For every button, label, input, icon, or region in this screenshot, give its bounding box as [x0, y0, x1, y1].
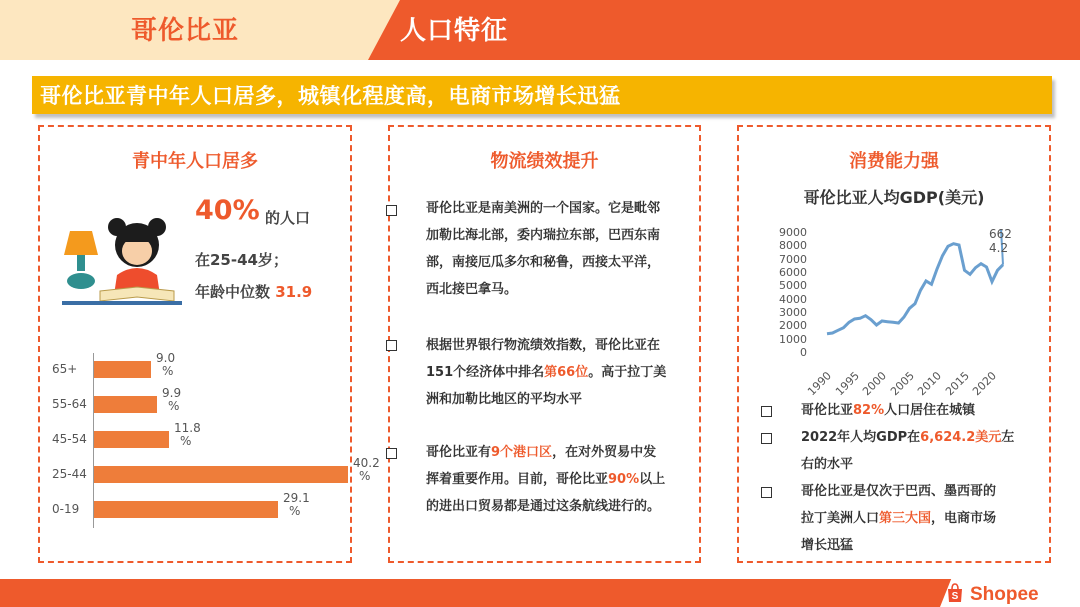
percent-suffix: 的人口	[265, 209, 311, 227]
text-line: 151个经济体中排名第66位。高于拉丁美	[426, 365, 667, 380]
median-age-label: 年龄中位数	[195, 283, 276, 301]
bar-category-label: 0-19	[52, 502, 80, 516]
reading-girl-illustration	[62, 211, 182, 307]
trade-percent-highlight: 90%	[608, 472, 640, 487]
svg-text:S: S	[951, 591, 959, 602]
y-tick-label: 0	[800, 346, 807, 359]
panel-population-title: 青中年人口居多	[132, 151, 258, 172]
y-tick-label: 3000	[779, 306, 807, 319]
y-tick-label: 5000	[779, 279, 807, 293]
x-tick-label: 2000	[860, 369, 889, 399]
text-line: 的进出口贸易都是通过这条航线进行的。	[426, 499, 661, 514]
shopee-bag-icon	[944, 582, 966, 604]
gdp-annotation	[989, 227, 1012, 255]
lamp-base-icon	[67, 273, 95, 289]
text-line: 哥伦比亚是仅次于巴西、墨西哥的	[801, 484, 997, 499]
lamp-shade-icon	[64, 231, 98, 255]
bar-category-label: 25-44	[52, 467, 87, 481]
text-segment: 哥伦比亚	[801, 403, 854, 418]
gdp-annotation-line: 662	[989, 227, 1012, 241]
text-line: 洲和加勒比地区的平均水平	[426, 392, 583, 407]
footer-bar	[0, 579, 1080, 607]
consumption-item-3	[801, 478, 996, 559]
text-line: 哥伦比亚有9个港口区，在对外贸易中发	[426, 445, 657, 460]
text-line: 根据世界银行物流绩效指数，哥伦比亚在	[426, 338, 661, 353]
percent-highlight: 40%	[195, 195, 260, 226]
shopee-brand: Shopee	[970, 584, 1039, 605]
x-tick-label: 2020	[970, 369, 999, 399]
gdp-chart-title: 哥伦比亚人均GDP(美元)	[803, 188, 985, 207]
x-tick-label: 2010	[915, 369, 944, 399]
y-tick-label: 6000	[779, 266, 807, 279]
lamp-stand-icon	[77, 255, 85, 271]
text-line	[801, 424, 1014, 451]
bar-category-label: 45-54	[52, 432, 87, 446]
text-segment: ，电商市场	[931, 511, 997, 526]
age-bar	[94, 466, 348, 483]
logistics-item-2	[426, 332, 666, 413]
y-tick-label: 9000	[779, 226, 807, 239]
rank-third-highlight: 第三大国	[879, 511, 932, 526]
age-bar	[94, 361, 151, 378]
text-line: 哥伦比亚是南美洲的一个国家。它是毗邻	[426, 201, 661, 216]
bar-value-label: 9.9 %	[162, 386, 182, 413]
bangs-icon	[122, 233, 152, 242]
x-tick-label: 2015	[942, 369, 972, 399]
header-country-title: 哥伦比亚	[131, 16, 240, 46]
age-range-text: 在25-44岁；	[195, 251, 288, 269]
text-segment: 2022年人均GDP在	[801, 430, 921, 445]
median-age-value: 31.9	[275, 283, 313, 301]
header-section-title: 人口特征	[400, 16, 509, 46]
logistics-item-3	[426, 439, 665, 520]
text-line: 右的水平	[801, 457, 854, 472]
panel-population	[38, 125, 380, 563]
y-tick-label: 2000	[779, 319, 807, 333]
text-line: 增长迅猛	[801, 538, 854, 553]
text-line: 加勒比海北部，委内瑞拉东部，巴西东南	[426, 228, 661, 243]
urban-percent-highlight: 82%	[853, 403, 885, 418]
ports-highlight: 9个港口区	[491, 445, 553, 460]
logistics-item-1	[426, 195, 660, 303]
x-tick-label: 2005	[887, 369, 917, 399]
book-icon	[100, 287, 174, 301]
text-line: 西北接巴拿马。	[426, 282, 518, 297]
checkbox-icon	[386, 340, 397, 351]
text-line	[801, 397, 975, 424]
text-line: 部，南接厄瓜多尔和秘鲁，西接太平洋，	[426, 255, 661, 270]
panel-logistics	[388, 125, 701, 563]
age-bar	[94, 501, 278, 518]
checkbox-icon	[386, 448, 397, 459]
age-bar	[94, 396, 157, 413]
x-tick-label: 1990	[805, 369, 834, 399]
bar-category-label: 55-64	[52, 397, 87, 411]
median-age-text	[195, 281, 312, 302]
panel-consumption	[737, 125, 1051, 563]
consumption-item-1	[801, 397, 975, 424]
y-tick-label: 4000	[779, 292, 807, 306]
bar-value-label: 40.2 %	[353, 456, 380, 483]
text-segment: 拉丁美洲人口	[801, 511, 880, 526]
y-tick-label: 1000	[779, 332, 807, 346]
y-tick-label: 8000	[779, 239, 807, 253]
table-icon	[62, 301, 182, 305]
checkbox-icon	[386, 205, 397, 216]
text-line: 挥着重要作用。目前，哥伦比亚90%以上	[426, 472, 666, 487]
checkbox-icon	[761, 487, 772, 498]
bar-value-label: 11.8 %	[174, 421, 201, 448]
consumption-item-2	[801, 424, 1014, 478]
banner-text: 哥伦比亚青中年人口居多，城镇化程度高，电商市场增长迅猛	[40, 84, 621, 108]
panel-consumption-title: 消费能力强	[849, 151, 939, 172]
checkbox-icon	[761, 433, 772, 444]
checkbox-icon	[761, 406, 772, 417]
gdp-series-line	[827, 244, 1003, 334]
gdp-value-highlight: 6,624.2美元	[920, 430, 1002, 445]
bar-category-label: 65+	[52, 362, 78, 376]
x-tick-label: 1995	[832, 369, 862, 399]
bar-value-label: 9.0 %	[156, 351, 176, 378]
rank-highlight: 第66位	[544, 365, 589, 380]
panel-logistics-title: 物流绩效提升	[490, 151, 599, 172]
text-segment: 人口居住在城镇	[884, 403, 976, 418]
summary-banner	[32, 76, 1052, 114]
bar-value-label: 29.1 %	[283, 491, 310, 518]
text-segment: 左	[1001, 430, 1015, 445]
text-line	[801, 505, 996, 532]
age-bar	[94, 431, 169, 448]
gdp-annotation-line: 4.2	[989, 241, 1009, 255]
y-tick-label: 7000	[779, 252, 807, 266]
